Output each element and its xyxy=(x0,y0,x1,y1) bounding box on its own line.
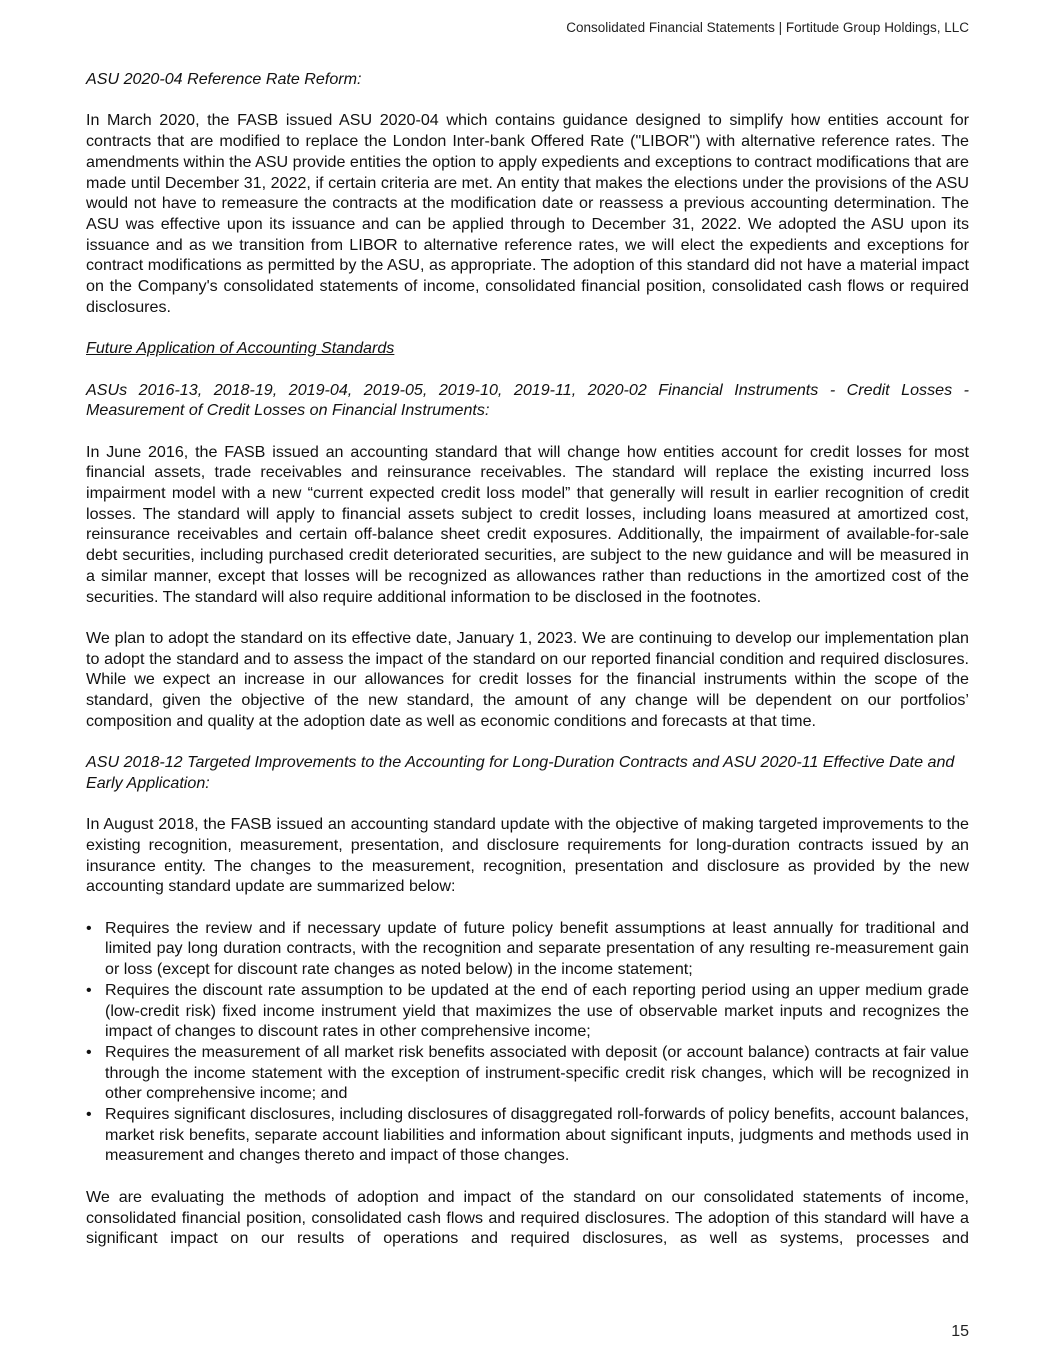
list-item-text: Requires the review and if necessary update of future policy benefit assumptions at least annually for traditional and limited pay long duration contracts, with the recognition and separate presentation of any resulting re-measurement gain or loss (except for discount rate changes as noted below) in the income statement; xyxy=(105,918,969,979)
section-heading-credit-losses: ASUs 2016-13, 2018-19, 2019-04, 2019-05, 2019-10, 2019-11, 2020-02 Financial Instruments - Credit Losses - Measurement of Credit Losses on Financial Instruments: xyxy=(86,380,969,420)
paragraph-credit-losses-2: We plan to adopt the standard on its effective date, January 1, 2023. We are continuing to develop our implementation plan to adopt the standard and to assess the impact of the standard on our reported financial condition and required disclosures. While we expect an increase in our allowances for credit losses for the financial instruments within the scope of the standard, given the objective of the new standard, the amount of any change will be dependent on our portfolios’ composition and quality at the adoption date as well as economic conditions and forecasts at that time. xyxy=(86,628,969,730)
paragraph-credit-losses-1: In June 2016, the FASB issued an accounting standard that will change how entities account for credit losses for most financial assets, trade receivables and reinsurance receivables. The standard will replace the existing incurred loss impairment model with a new “current expected credit loss model” that generally will result in earlier recognition of credit losses. The standard will apply to financial assets subject to credit losses, including loans measured at amortized cost, reinsurance receivables and certain off-balance sheet credit exposures. Additionally, the impairment of available-for-sale debt securities, including purchased credit deteriorated securities, are subject to the new guidance and will be measured in a similar manner, except that losses will be recognized as allowances rather than reductions in the amortized cost of the securities. The standard will also require additional information to be disclosed in the footnotes. xyxy=(86,442,969,606)
list-item-text: Requires significant disclosures, including disclosures of disaggregated roll-forwards of policy benefits, account balances, market risk benefits, separate account liabilities and information about significant inputs, judgments and methods used in measurement and changes thereto and impact of those changes. xyxy=(105,1105,969,1165)
document-body xyxy=(86,69,969,1270)
page-number: 15 xyxy=(951,1323,969,1340)
list-item xyxy=(86,918,969,980)
list-item xyxy=(86,1042,969,1104)
bullet-list-ldti xyxy=(86,918,969,1166)
section-heading-future-application: Future Application of Accounting Standards xyxy=(86,339,395,358)
list-item-text: Requires the discount rate assumption to be updated at the end of each reporting period using an upper medium grade (low-credit risk) fixed income instrument yield that maximizes the use of observable market inputs and recognizes the impact of changes to discount rates in other comprehensive income; xyxy=(105,980,969,1041)
section-heading-ldti: ASU 2018-12 Targeted Improvements to the Accounting for Long-Duration Contracts and ASU 2020-11 Effective Date and Early Application: xyxy=(86,753,955,792)
list-item xyxy=(86,1104,969,1166)
paragraph-ldti-2: We are evaluating the methods of adoption and impact of the standard on our consolidated statements of income, consolidated financial position, consolidated cash flows and required disclosures. The adoption of this standard will have a significant impact on our results of operations and required disclosures, as well as systems, processes and xyxy=(86,1187,969,1248)
bullet-glyph: • xyxy=(86,918,92,937)
list-item-text: Requires the measurement of all market risk benefits associated with deposit (or account balance) contracts at fair value through the income statement with the exception of instrument-specific credit risk changes, which will be recognized in other comprehensive income; and xyxy=(105,1042,969,1103)
list-item xyxy=(86,980,969,1042)
paragraph-asu-2020-04: In March 2020, the FASB issued ASU 2020-04 which contains guidance designed to simplify how entities account for contracts that are modified to replace the London Inter-bank Offered Rate ("LIBOR") with alternative reference rates. The amendments within the ASU provide entities the option to apply expedients and exceptions to contract modifications that are made until December 31, 2022, if certain criteria are met. An entity that makes the elections under the provisions of the ASU would not have to remeasure the contracts at the modification date or reassess a previous accounting determination. The ASU was effective upon its issuance and can be applied through to December 31, 2022. We adopted the ASU upon its issuance and as we transition from LIBOR to alternative reference rates, we will elect the expedients and exceptions for contract modifications as permitted by the ASU, as appropriate. The adoption of this standard did not have a material impact on the Company's consolidated statements of income, consolidated financial position, consolidated cash flows or required disclosures. xyxy=(86,111,969,316)
bullet-glyph: • xyxy=(86,1105,92,1124)
paragraph-ldti-1: In August 2018, the FASB issued an accounting standard update with the objective of making targeted improvements to the existing recognition, measurement, presentation, and disclosure requirements for long-duration contracts issued by an insurance entity. The changes to the measurement, recognition, presentation and disclosure as provided by the new accounting standard update are summarized below: xyxy=(86,815,969,896)
section-heading-asu-2020-04: ASU 2020-04 Reference Rate Reform: xyxy=(86,70,362,88)
bullet-glyph: • xyxy=(86,1042,92,1061)
bullet-glyph: • xyxy=(86,980,92,999)
page-header: Consolidated Financial Statements | Fortitude Group Holdings, LLC xyxy=(566,20,969,35)
